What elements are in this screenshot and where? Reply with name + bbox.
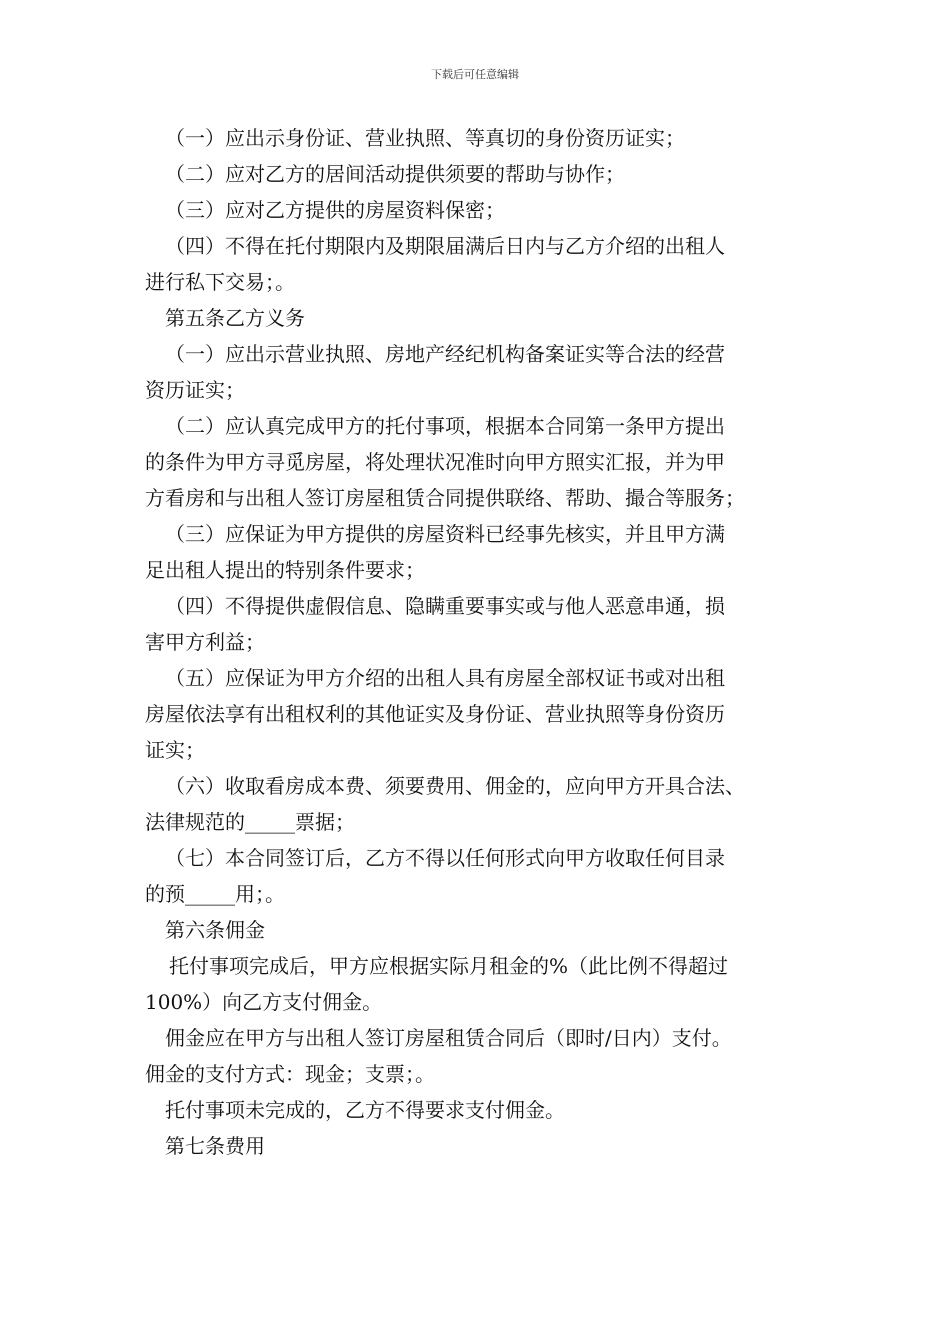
text-line: 第五条乙方义务	[165, 306, 305, 330]
text-line: （二）应认真完成甲方的托付事项，根据本合同第一条甲方提出	[165, 414, 725, 438]
text-line: （五）应保证为甲方介绍的出租人具有房屋全部权证书或对出租	[165, 666, 725, 690]
text-line: 100%）向乙方支付佣金。	[145, 990, 383, 1014]
document-body	[145, 120, 835, 1164]
text-line: （七）本合同签订后，乙方不得以任何形式向甲方收取任何目录	[165, 846, 725, 870]
text-line: 证实；	[145, 738, 205, 762]
text-line: 托付事项未完成的，乙方不得要求支付佣金。	[165, 1098, 565, 1122]
text-line: （四）不得提供虚假信息、隐瞒重要事实或与他人恶意串通，损	[165, 594, 725, 618]
text-line: 佣金应在甲方与出租人签订房屋租赁合同后（即时/日内）支付。	[165, 1026, 732, 1050]
text-line: （一）应出示身份证、营业执照、等真切的身份资历证实；	[165, 126, 685, 150]
text-line: 资历证实；	[145, 378, 245, 402]
text-line: （三）应保证为甲方提供的房屋资料已经事先核实，并且甲方满	[165, 522, 725, 546]
page-header: 下载后可任意编辑	[431, 68, 519, 81]
text-line: 第七条费用	[165, 1134, 265, 1158]
text-line: 房屋依法享有出租权利的其他证实及身份证、营业执照等身份资历	[145, 702, 725, 726]
text-line: （四）不得在托付期限内及期限届满后日内与乙方介绍的出租人	[165, 234, 725, 258]
text-line: （六）收取看房成本费、须要费用、佣金的，应向甲方开具合法、	[165, 774, 745, 798]
text-line: （一）应出示营业执照、房地产经纪机构备案证实等合法的经营	[165, 342, 725, 366]
text-line: 法律规范的_____票据；	[145, 810, 355, 834]
text-line: （二）应对乙方的居间活动提供须要的帮助与协作；	[165, 162, 625, 186]
text-line: 方看房和与出租人签订房屋租赁合同提供联络、帮助、撮合等服务；	[145, 486, 745, 510]
text-line: （三）应对乙方提供的房屋资料保密；	[165, 198, 505, 222]
text-line: 足出租人提出的特别条件要求；	[145, 558, 425, 582]
text-line: 托付事项完成后，甲方应根据实际月租金的%（此比例不得超过	[169, 954, 729, 978]
text-line: 第六条佣金	[165, 918, 265, 942]
text-line: 害甲方利益；	[145, 630, 265, 654]
text-line: 的预_____用；。	[145, 882, 285, 906]
text-line: 的条件为甲方寻觅房屋，将处理状况准时向甲方照实汇报，并为甲	[145, 450, 725, 474]
text-line: 进行私下交易；。	[145, 270, 295, 294]
text-line: 佣金的支付方式：现金；支票；。	[145, 1062, 435, 1086]
